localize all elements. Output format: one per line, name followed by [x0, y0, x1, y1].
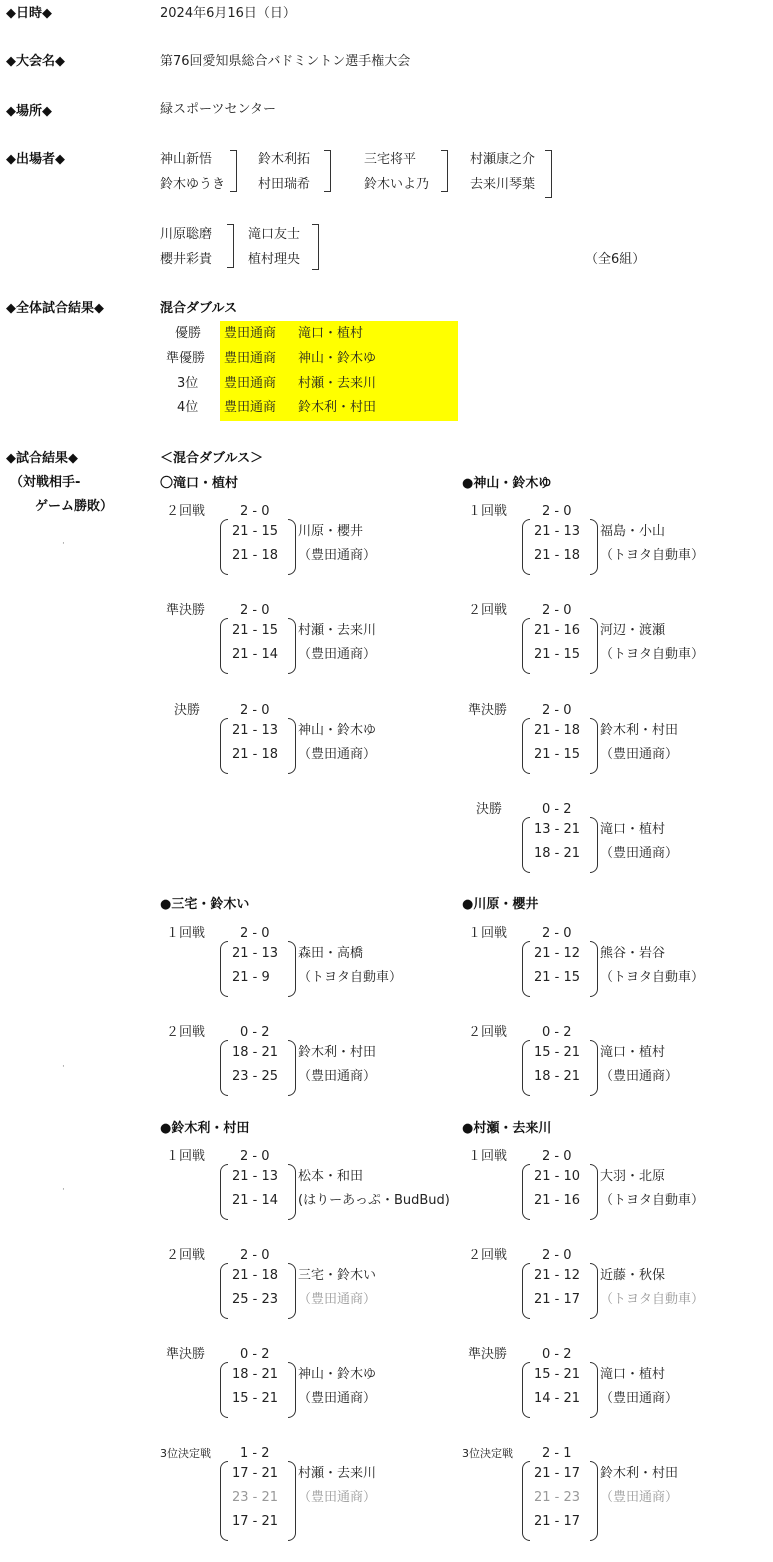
player-name: 三宅将平	[364, 152, 417, 167]
game-score: 21 - 9	[232, 970, 270, 985]
stray-dot: ·	[62, 1062, 65, 1072]
game-score: 21 - 15	[534, 747, 581, 762]
round-label: １回戦	[468, 1149, 508, 1164]
score-bracket-right	[288, 718, 296, 774]
game-score: 21 - 18	[232, 548, 279, 563]
opponent-team: （豊田通商）	[298, 1069, 377, 1084]
score-bracket-right	[590, 1263, 598, 1319]
player-name: 植村理央	[248, 252, 301, 267]
place-label: 準優勝	[166, 351, 206, 366]
round-label: １回戦	[166, 926, 206, 941]
match-result: 2 - 0	[240, 504, 270, 519]
pair-section-title: ●鈴木利・村田	[160, 1121, 250, 1136]
player-name: 村瀬康之介	[470, 152, 536, 167]
game-score: 18 - 21	[534, 846, 581, 861]
pair-section-title: ●神山・鈴木ゆ	[462, 476, 552, 491]
game-score: 21 - 13	[232, 1169, 279, 1184]
match-result: 2 - 0	[542, 504, 572, 519]
pair-bracket	[441, 150, 448, 192]
pair-bracket	[230, 150, 237, 192]
match-result: 2 - 0	[542, 703, 572, 718]
place-label: 3位	[177, 376, 199, 391]
game-score: 17 - 21	[232, 1514, 279, 1529]
score-bracket-left	[220, 941, 228, 997]
match-result: 2 - 0	[542, 603, 572, 618]
match-result: 2 - 0	[542, 1248, 572, 1263]
opponent-team: （トヨタ自動車）	[600, 548, 705, 563]
player-name: 川原聡磨	[160, 227, 213, 242]
score-bracket-left	[220, 1362, 228, 1418]
score-bracket-right	[590, 718, 598, 774]
score-bracket-right	[288, 1362, 296, 1418]
overall-category: 混合ダブルス	[160, 301, 238, 316]
opponent-team: （豊田通商）	[298, 647, 377, 662]
score-bracket-left	[522, 1040, 530, 1096]
game-score: 21 - 17	[534, 1466, 581, 1481]
opponent-team: （豊田通商）	[298, 747, 377, 762]
score-bracket-left	[522, 1263, 530, 1319]
opponent-name: 村瀬・去来川	[298, 623, 377, 638]
game-score: 15 - 21	[232, 1391, 279, 1406]
pair-bracket	[545, 150, 552, 198]
round-label: １回戦	[166, 1149, 206, 1164]
score-bracket-right	[590, 817, 598, 873]
opponent-name: 神山・鈴木ゆ	[298, 723, 377, 738]
player-name: 去来川琴葉	[470, 177, 536, 192]
opponent-team: (はりーあっぷ・BudBud)	[298, 1193, 450, 1208]
results-label: ◆試合結果◆	[6, 451, 78, 466]
match-result: 2 - 0	[240, 1149, 270, 1164]
score-bracket-right	[590, 1040, 598, 1096]
opponent-team: （トヨタ自動車）	[600, 647, 705, 662]
round-label: ２回戦	[166, 1025, 206, 1040]
match-result: 2 - 0	[240, 1248, 270, 1263]
team-name: 豊田通商	[224, 376, 277, 391]
pair-bracket	[324, 150, 331, 192]
pair-section-title: ●三宅・鈴木い	[160, 897, 250, 912]
round-label: ２回戦	[468, 1248, 508, 1263]
round-label: 3位決定戦	[462, 1447, 513, 1460]
score-bracket-right	[590, 618, 598, 674]
opponent-name: 福島・小山	[600, 524, 666, 539]
score-bracket-right	[590, 1362, 598, 1418]
score-bracket-right	[288, 1461, 296, 1541]
opponent-name: 三宅・鈴木い	[298, 1268, 377, 1283]
game-score: 21 - 15	[232, 524, 279, 539]
opponent-team: （豊田通商）	[600, 1490, 679, 1505]
opponent-name: 河辺・渡瀬	[600, 623, 666, 638]
opponent-name: 近藤・秋保	[600, 1268, 666, 1283]
opponent-team: （豊田通商）	[298, 1490, 377, 1505]
round-label: 決勝	[174, 703, 201, 718]
round-label: １回戦	[468, 926, 508, 941]
pair-section-title: ●川原・櫻井	[462, 897, 539, 912]
game-score: 21 - 17	[534, 1514, 581, 1529]
score-bracket-left	[220, 519, 228, 575]
team-name: 豊田通商	[224, 326, 277, 341]
pair-bracket	[227, 224, 234, 268]
match-result: 2 - 0	[240, 703, 270, 718]
team-name: 豊田通商	[224, 400, 277, 415]
venue-value: 緑スポーツセンター	[160, 102, 276, 117]
opponent-team: （豊田通商）	[600, 1391, 679, 1406]
player-name: 鈴木ゆうき	[160, 177, 226, 192]
round-label: 準決勝	[166, 603, 206, 618]
opponent-team: （豊田通商）	[298, 1292, 377, 1307]
game-score: 18 - 21	[534, 1069, 581, 1084]
game-score: 21 - 23	[534, 1490, 581, 1505]
game-score: 23 - 21	[232, 1490, 279, 1505]
match-result: 2 - 0	[240, 926, 270, 941]
round-label: 準決勝	[468, 1347, 508, 1362]
score-bracket-right	[288, 1263, 296, 1319]
match-result: 0 - 2	[240, 1347, 270, 1362]
pair-name: 神山・鈴木ゆ	[298, 351, 377, 366]
match-result: 0 - 2	[240, 1025, 270, 1040]
place-label: 4位	[177, 400, 199, 415]
score-bracket-right	[590, 1461, 598, 1541]
score-bracket-right	[590, 519, 598, 575]
results-sub-2: ゲーム勝敗）	[35, 499, 114, 514]
game-score: 21 - 18	[232, 747, 279, 762]
opponent-name: 神山・鈴木ゆ	[298, 1367, 377, 1382]
venue-label: ◆場所◆	[6, 104, 52, 119]
score-bracket-left	[220, 1164, 228, 1220]
score-bracket-right	[590, 941, 598, 997]
game-score: 21 - 14	[232, 647, 279, 662]
game-score: 18 - 21	[232, 1367, 279, 1382]
match-result: 0 - 2	[542, 802, 572, 817]
opponent-name: 鈴木利・村田	[600, 723, 679, 738]
round-label: 決勝	[476, 802, 503, 817]
opponent-name: 滝口・植村	[600, 1045, 666, 1060]
score-bracket-left	[522, 519, 530, 575]
opponent-team: （トヨタ自動車）	[298, 970, 403, 985]
match-result: 0 - 2	[542, 1025, 572, 1040]
game-score: 15 - 21	[534, 1367, 581, 1382]
game-score: 21 - 16	[534, 623, 581, 638]
game-score: 21 - 18	[534, 548, 581, 563]
score-bracket-left	[220, 718, 228, 774]
results-category: ＜混合ダブルス＞	[160, 451, 264, 466]
score-bracket-left	[220, 618, 228, 674]
game-score: 21 - 18	[232, 1268, 279, 1283]
match-result: 2 - 0	[240, 603, 270, 618]
score-bracket-left	[522, 1362, 530, 1418]
pair-name: 村瀬・去来川	[298, 376, 377, 391]
game-score: 21 - 15	[534, 970, 581, 985]
opponent-name: 滝口・植村	[600, 1367, 666, 1382]
opponent-name: 川原・櫻井	[298, 524, 364, 539]
player-name: 櫻井彩貴	[160, 252, 213, 267]
stray-dot: ·	[62, 539, 65, 549]
score-bracket-left	[522, 1164, 530, 1220]
opponent-name: 熊谷・岩谷	[600, 946, 666, 961]
player-name: 鈴木利拓	[258, 152, 311, 167]
game-score: 21 - 15	[534, 647, 581, 662]
match-result: 2 - 0	[542, 926, 572, 941]
game-score: 21 - 14	[232, 1193, 279, 1208]
game-score: 21 - 13	[232, 946, 279, 961]
score-bracket-left	[522, 718, 530, 774]
opponent-team: （豊田通商）	[600, 846, 679, 861]
score-bracket-right	[288, 618, 296, 674]
game-score: 17 - 21	[232, 1466, 279, 1481]
score-bracket-left	[522, 941, 530, 997]
opponent-team: （トヨタ自動車）	[600, 1292, 705, 1307]
date-label: ◆日時◆	[6, 6, 52, 21]
game-score: 14 - 21	[534, 1391, 581, 1406]
game-score: 21 - 12	[534, 1268, 581, 1283]
event-value: 第76回愛知県総合バドミントン選手権大会	[160, 54, 411, 69]
score-bracket-right	[288, 519, 296, 575]
round-label: ２回戦	[166, 504, 206, 519]
game-score: 18 - 21	[232, 1045, 279, 1060]
opponent-name: 森田・高橋	[298, 946, 364, 961]
score-bracket-left	[220, 1263, 228, 1319]
opponent-team: （豊田通商）	[298, 1391, 377, 1406]
score-bracket-right	[288, 1164, 296, 1220]
opponent-team: （豊田通商）	[600, 747, 679, 762]
score-bracket-left	[220, 1461, 228, 1541]
round-label: ２回戦	[468, 1025, 508, 1040]
pair-name: 鈴木利・村田	[298, 400, 377, 415]
players-label: ◆出場者◆	[6, 152, 65, 167]
game-score: 21 - 10	[534, 1169, 581, 1184]
player-name: 神山新悟	[160, 152, 213, 167]
game-score: 21 - 13	[534, 524, 581, 539]
score-bracket-left	[522, 618, 530, 674]
stray-dot: ·	[62, 1185, 65, 1195]
place-label: 優勝	[175, 326, 202, 341]
pair-section-title: 〇滝口・植村	[160, 476, 239, 491]
opponent-team: （豊田通商）	[600, 1069, 679, 1084]
opponent-name: 滝口・植村	[600, 822, 666, 837]
results-sub-1: （対戦相手-	[10, 475, 81, 490]
opponent-name: 大羽・北原	[600, 1169, 666, 1184]
match-result: 0 - 2	[542, 1347, 572, 1362]
opponent-team: （トヨタ自動車）	[600, 970, 705, 985]
game-score: 15 - 21	[534, 1045, 581, 1060]
game-score: 21 - 17	[534, 1292, 581, 1307]
match-result: 2 - 1	[542, 1446, 572, 1461]
game-score: 21 - 13	[232, 723, 279, 738]
score-bracket-right	[590, 1164, 598, 1220]
game-score: 21 - 18	[534, 723, 581, 738]
score-bracket-left	[522, 1461, 530, 1541]
player-name: 滝口友士	[248, 227, 301, 242]
pair-name: 滝口・植村	[298, 326, 364, 341]
game-score: 21 - 12	[534, 946, 581, 961]
score-bracket-left	[522, 817, 530, 873]
overall-label: ◆全体試合結果◆	[6, 301, 104, 316]
game-score: 25 - 23	[232, 1292, 279, 1307]
round-label: １回戦	[468, 504, 508, 519]
opponent-team: （豊田通商）	[298, 548, 377, 563]
team-name: 豊田通商	[224, 351, 277, 366]
opponent-name: 鈴木利・村田	[600, 1466, 679, 1481]
opponent-team: （トヨタ自動車）	[600, 1193, 705, 1208]
pair-section-title: ●村瀬・去来川	[462, 1121, 552, 1136]
round-label: 準決勝	[166, 1347, 206, 1362]
game-score: 21 - 15	[232, 623, 279, 638]
round-label: ２回戦	[166, 1248, 206, 1263]
score-bracket-left	[220, 1040, 228, 1096]
game-score: 21 - 16	[534, 1193, 581, 1208]
player-name: 鈴木いよ乃	[364, 177, 430, 192]
score-bracket-right	[288, 941, 296, 997]
game-score: 13 - 21	[534, 822, 581, 837]
player-name: 村田瑞希	[258, 177, 311, 192]
pair-bracket	[312, 224, 319, 270]
opponent-name: 松本・和田	[298, 1169, 364, 1184]
pair-count: （全6組）	[585, 252, 646, 267]
event-label: ◆大会名◆	[6, 54, 65, 69]
opponent-name: 村瀬・去来川	[298, 1466, 377, 1481]
round-label: ２回戦	[468, 603, 508, 618]
game-score: 23 - 25	[232, 1069, 279, 1084]
round-label: 3位決定戦	[160, 1447, 211, 1460]
date-value: 2024年6月16日（日）	[160, 6, 296, 21]
round-label: 準決勝	[468, 703, 508, 718]
match-result: 1 - 2	[240, 1446, 270, 1461]
match-result: 2 - 0	[542, 1149, 572, 1164]
opponent-name: 鈴木利・村田	[298, 1045, 377, 1060]
score-bracket-right	[288, 1040, 296, 1096]
